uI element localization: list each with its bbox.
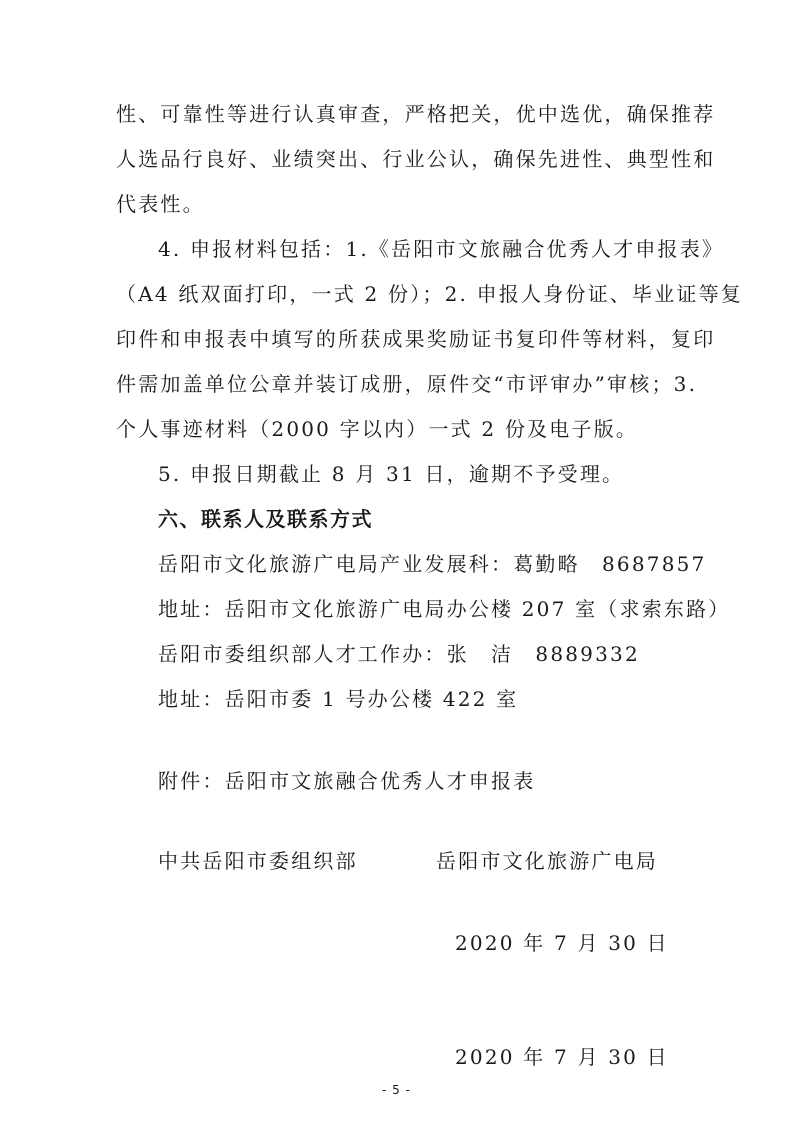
- signature-right: 岳阳市文化旅游广电局: [436, 849, 658, 873]
- attachment-line: 附件：岳阳市文旅融合优秀人才申报表: [158, 769, 536, 793]
- date-line-2: 2020 年 7 月 30 日: [455, 1045, 669, 1069]
- body-line-8: 个人事迹材料（2000 字以内）一式 2 份及电子版。: [116, 417, 639, 441]
- contact-line-3: 岳阳市委组织部人才工作办：张 洁 8889332: [158, 642, 640, 666]
- date-line-1: 2020 年 7 月 30 日: [455, 931, 669, 955]
- section-heading: 六、联系人及联系方式: [158, 507, 373, 531]
- body-line-7: 件需加盖单位公章并装订成册，原件交“市评审办”审核；3.: [116, 372, 698, 396]
- body-line-5: （A4 纸双面打印，一式 2 份）；2. 申报人身份证、毕业证等复: [116, 282, 744, 306]
- body-line-2: 人选品行良好、业绩突出、行业公认，确保先进性、典型性和: [116, 147, 716, 171]
- contact-line-4: 地址：岳阳市委 1 号办公楼 422 室: [158, 687, 519, 711]
- body-line-9: 5. 申报日期截止 8 月 31 日，逾期不予受理。: [158, 462, 625, 486]
- body-line-4: 4. 申报材料包括：1.《岳阳市文旅融合优秀人才申报表》: [158, 237, 725, 261]
- body-line-3: 代表性。: [116, 192, 205, 216]
- signature-left: 中共岳阳市委组织部: [158, 849, 358, 873]
- page-number: - 5 -: [382, 1083, 411, 1097]
- contact-line-1: 岳阳市文化旅游广电局产业发展科：葛勤略 8687857: [158, 552, 707, 576]
- contact-line-2: 地址：岳阳市文化旅游广电局办公楼 207 室（求索东路）: [158, 597, 731, 621]
- body-line-6: 印件和申报表中填写的所获成果奖励证书复印件等材料，复印: [116, 327, 716, 351]
- body-line-1: 性、可靠性等进行认真审查，严格把关，优中选优，确保推荐: [116, 102, 716, 126]
